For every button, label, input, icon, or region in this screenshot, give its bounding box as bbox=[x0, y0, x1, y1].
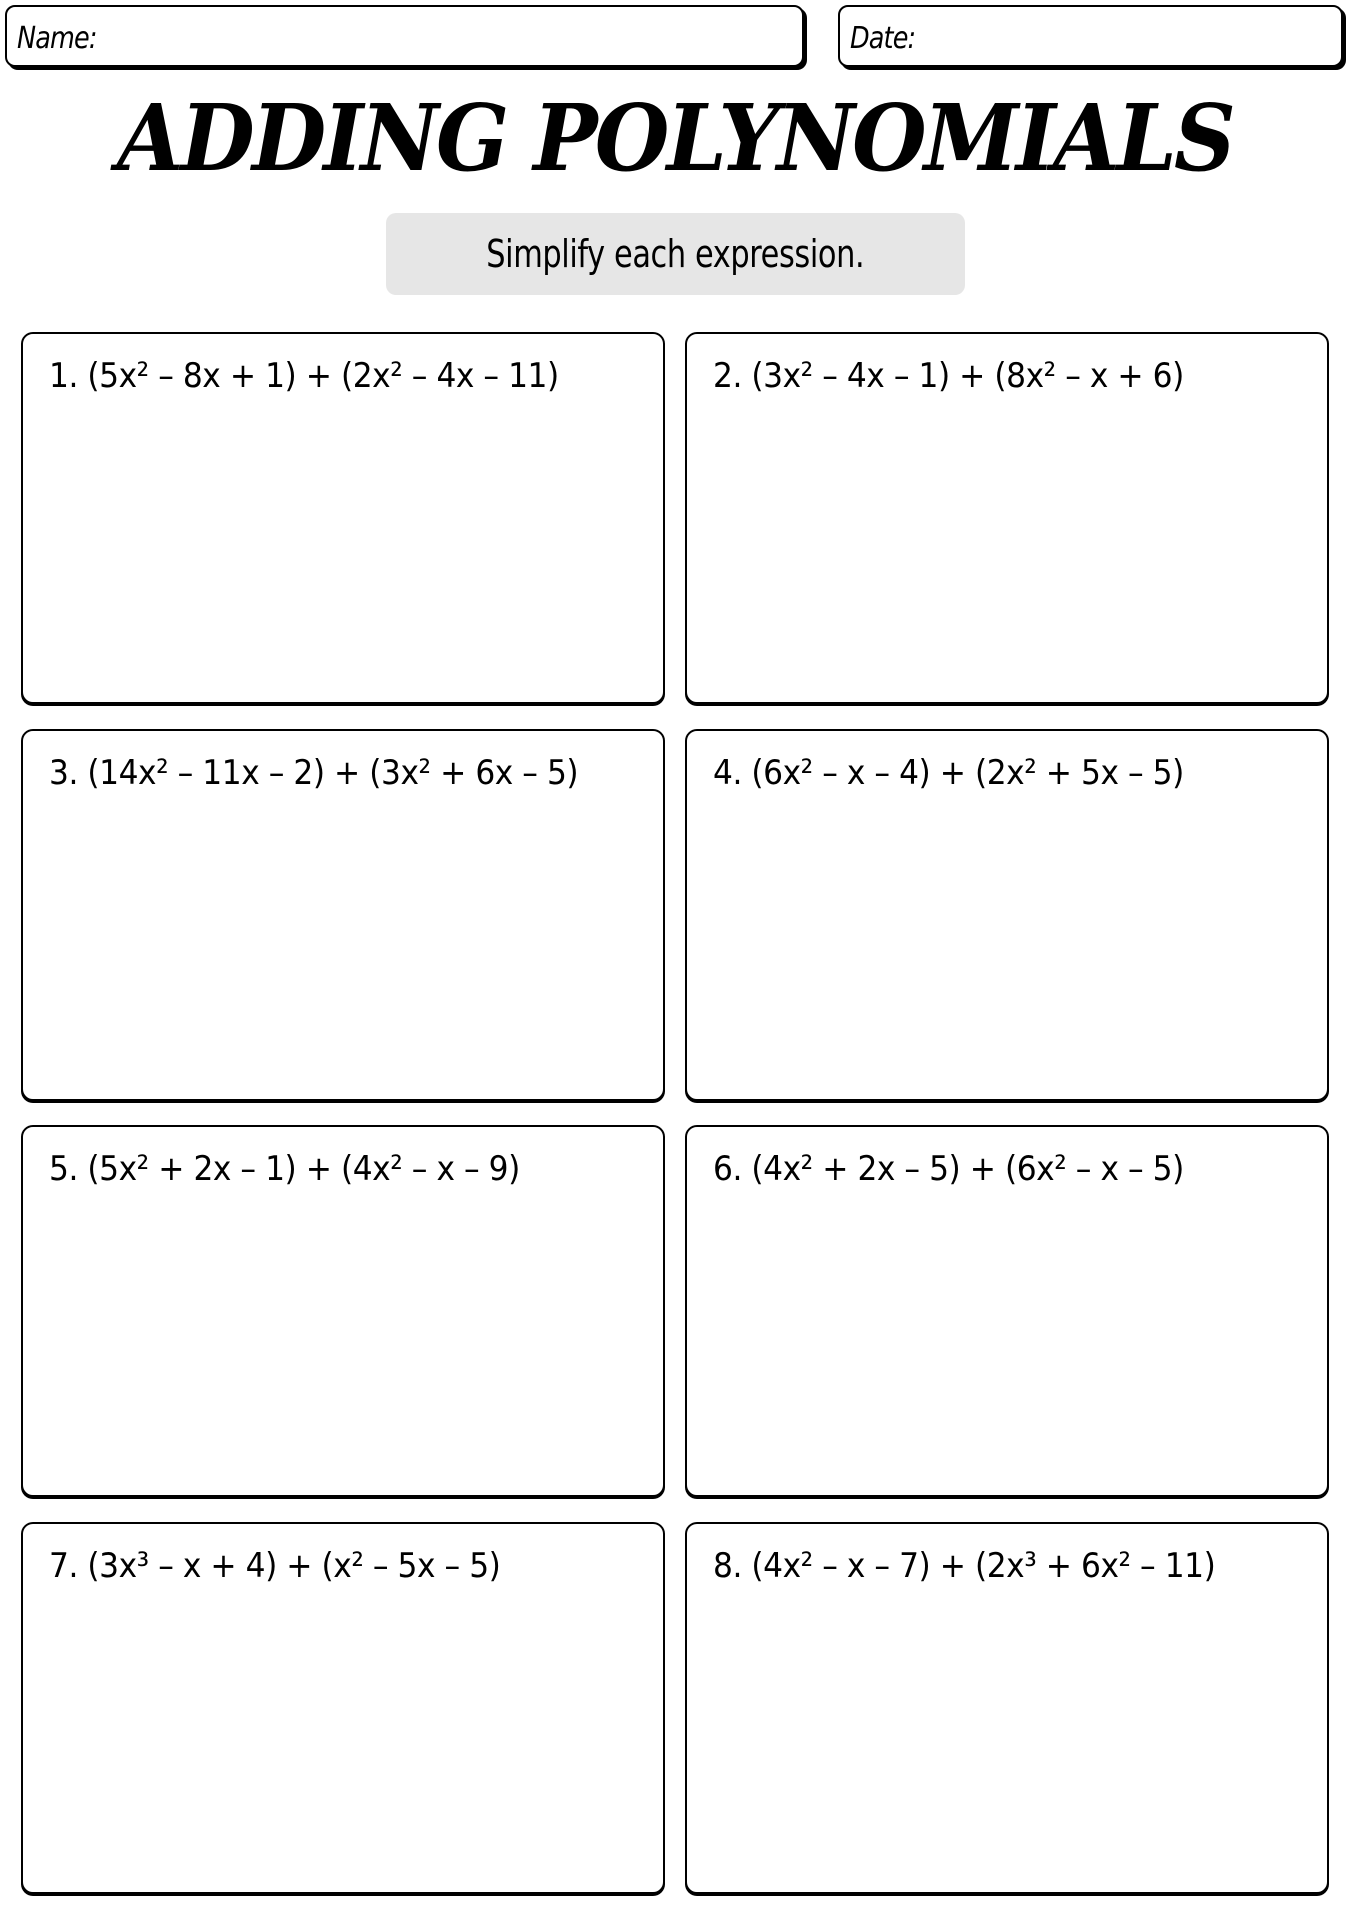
problem-box-8[interactable] bbox=[685, 1522, 1329, 1894]
problem-text: 5. (5x² + 2x – 1) + (4x² – x – 9) bbox=[49, 1149, 520, 1189]
date-label: Date: bbox=[850, 21, 916, 56]
problem-text: 8. (4x² – x – 7) + (2x³ + 6x² – 11) bbox=[713, 1546, 1216, 1586]
problem-box-1[interactable] bbox=[21, 332, 665, 704]
problem-box-4[interactable] bbox=[685, 729, 1329, 1101]
name-label: Name: bbox=[17, 21, 97, 56]
problem-box-6[interactable] bbox=[685, 1125, 1329, 1497]
problem-text: 7. (3x³ – x + 4) + (x² – 5x – 5) bbox=[49, 1546, 501, 1586]
problem-text: 1. (5x² – 8x + 1) + (2x² – 4x – 11) bbox=[49, 356, 559, 396]
date-field[interactable] bbox=[838, 5, 1343, 67]
problem-box-7[interactable] bbox=[21, 1522, 665, 1894]
problem-text: 6. (4x² + 2x – 5) + (6x² – x – 5) bbox=[713, 1149, 1184, 1189]
worksheet-title: ADDING POLYNOMIALS bbox=[116, 84, 1234, 192]
instruction-banner bbox=[386, 213, 965, 295]
problem-box-3[interactable] bbox=[21, 729, 665, 1101]
problem-text: 3. (14x² – 11x – 2) + (3x² + 6x – 5) bbox=[49, 753, 579, 793]
problem-box-5[interactable] bbox=[21, 1125, 665, 1497]
name-field[interactable] bbox=[5, 5, 804, 67]
problem-text: 2. (3x² – 4x – 1) + (8x² – x + 6) bbox=[713, 356, 1184, 396]
problem-text: 4. (6x² – x – 4) + (2x² + 5x – 5) bbox=[713, 753, 1184, 793]
problem-box-2[interactable] bbox=[685, 332, 1329, 704]
instruction-text: Simplify each expression. bbox=[486, 232, 865, 276]
